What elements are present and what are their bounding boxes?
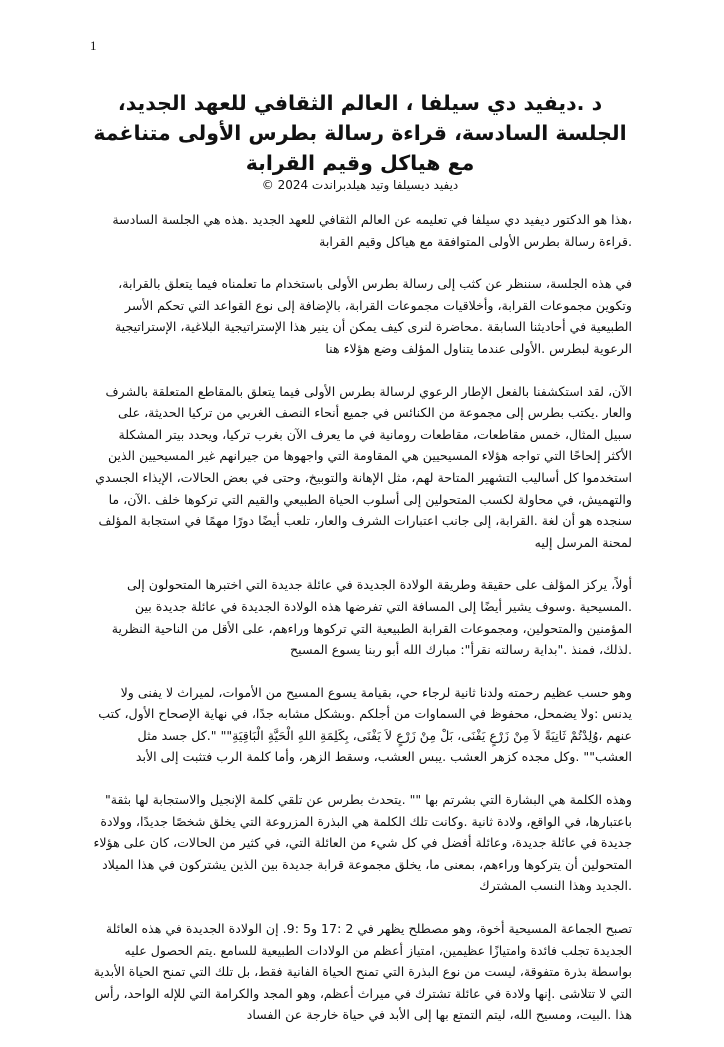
paragraph: تصبح الجماعة المسيحية أخوة، وهو مصطلح يظهر في 2 :17 و5 :9. إن الولادة الجديدة في هذه العائلة الجديدة تجلب فائدة وامتيازًا عظيمين، امتياز أعظم من الولادات الطبيعية للسامع .يتم الحصول عليه بواسطة بذرة متفوقة، ليست من نوع البذرة التي تمنح الحياة الفانية فقط، بل تلك التي تمنح الحياة الأبدية التي لا تتلاشى .إنها ولادة في عائلة تشترك في ميراث أعظم، وهو المجد والكرامة التي للإله الواحد، رأس هذا .البيت، ومسيح الله، ليتم التمتع بها إلى الأبد في حياة خارجة عن الفساد bbox=[93, 921, 632, 1023]
paragraph: في هذه الجلسة، سننظر عن كثب إلى رسالة بطرس الأولى باستخدام ما تعلمناه فيما يتعلق بالقرابة، وتكوين مجموعات القرابة، وأخلاقيات مجموعات القرابة، بالإضافة إلى نوع القواعد التي تحكم الأسر الطبيعية في أحاديثنا السابقة .محاضرة لنرى كيف يمكن أن ينير هذا الإستراتيجية البلاغية، الإستراتيجية الرعوية لبطرس .الأولى عندما يتناول المؤلف وضع هؤلاء هنا bbox=[114, 276, 632, 356]
page-number: 1 bbox=[90, 38, 97, 53]
document-title: د .ديفيد دي سيلفا ، العالم الثقافي للعهد الجديد، الجلسة السادسة، قراءة رسالة بطرس الأولى متناغمة مع هياكل وقيم القرابة bbox=[93, 91, 627, 175]
paragraph: الآن، لقد استكشفنا بالفعل الإطار الرعوي لرسالة بطرس الأولى فيما يتعلق بالمقاطع المتعلقة بالشرف والعار .يكتب بطرس إلى مجموعة من الكنائس في جميع أنحاء النصف الغربي من تركيا الحديثة، على سبيل المثال، خمس مقاطعات، مقاطعات رومانية في ما يعرف الآن بغرب تركيا، ويحدد بيتر المشكلة الأكثر إلحاحًا التي تواجه هؤلاء المسيحيين هي المقاومة التي واجهوها من جيرانهم غير المسيحيين الذين استخدموا كل أساليب التشهير المتاحة لهم، مثل الإهانة والتوبيخ، وحتى في بعض الحالات، الإيذاء الجسدي والتهميش، في محاولة لكسب المتحولين إلى أسلوب الحياة الطبيعي والقيم التي تركوها خلف .الآن، ما سنجده هو أن لغة .القرابة، إلى جانب اعتبارات الشرف والعار، تلعب أيضًا دورًا مهمًا في استجابة المؤلف لمحنة المرسل إليه bbox=[95, 383, 632, 550]
document-body bbox=[92, 209, 632, 1047]
copyright-line: ديفيد ديسيلفا وتيد هيلدبراندت 2024 © bbox=[261, 178, 459, 192]
paragraph: وهذه الكلمة هي البشارة التي بشرتم بها "" .يتحدث بطرس عن تلقي كلمة الإنجيل والاستجابة لها بثقة" باعتبارها، في الواقع، ولادة ثانية .وكانت تلك الكلمة هي البذرة المزروعة التي يخلق شخصًا جديدًا، وولادة جديدة في عائلة جديدة، وعائلة أفضل في كل شيء من العائلة التي، في كثير من الحالات، كان على هؤلاء المتحولين أن يتركوها وراءهم، بمعنى ما، يخلق مجموعة قرابة جديدة بين الذين يشتركون في هذا الميلاد .الجديد وهذا النسب المشترك bbox=[93, 792, 632, 894]
paragraph: أولاً، يركز المؤلف على حقيقة وطريقة الولادة الجديدة في عائلة جديدة التي اختبرها المتحولون إلى .المسيحية .وسوف يشير أيضًا إلى المسافة التي تفرضها هذه الولادة الجديدة في عائلة جديدة بين المؤمنين والمتحولين، ومجموعات القرابة الطبيعية التي تركوها وراءهم، على الأقل من الناحية النظرية .لذلك، فمنذ ."بداية رسالته نقرأ": مبارك الله أبو ربنا يسوع المسيح bbox=[111, 577, 632, 658]
paragraph: ،هذا هو الدكتور ديفيد دي سيلفا في تعليمه عن العالم الثقافي للعهد الجديد .هذه هي الجلسة السادسة .قراءة رسالة بطرس الأولى المتوافقة مع هياكل وقيم القرابة bbox=[112, 212, 632, 249]
paragraph: وهو حسب عظيم رحمته ولدنا ثانية لرجاء حي، بقيامة يسوع المسيح من الأموات، لميراث لا يفنى ولا يدنس :ولا يضمحل، محفوظ في السماوات من أجلكم .وبشكل مشابه جدًا، في نهاية الإصحاح الأول، كتب عنهم ،وُلِدْتُمْ ثَانِيَةً لاَ مِنْ زَرْعٍ يَفْنَى، بَلْ مِنْ زَرْعٍ لاَ يَفْنَى، بِكَلِمَةِ اللهِ الْحَيَّةِ الْبَاقِيَةِ"" ".كل جسد مثل العشب"" .وكل مجده كزهر العشب .يبس العشب، وسقط الزهر، وأما كلمة الرب فتثبت إلى الأبد bbox=[98, 684, 632, 765]
